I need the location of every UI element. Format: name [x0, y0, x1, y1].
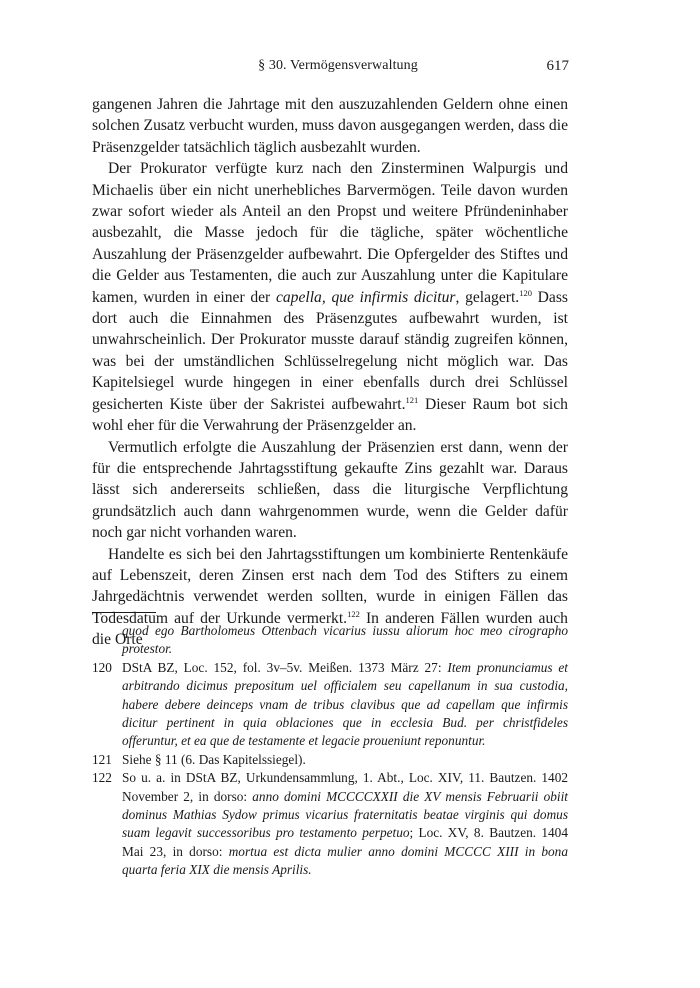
footnote-ref-121[interactable]: 121 [405, 394, 419, 405]
footnote-ref-122[interactable]: 122 [347, 608, 360, 619]
paragraph-4-text-a: Handelte es sich bei den Jahrtagsstiftungen um kombinierte Rentenkäufe auf Lebenszeit, deren Zinsen erst nach dem Tod des Stifters zu einem Jahrgedächtnis verwendet werden sollten, wurde in einigen Fällen das Todesdatum auf der Urkunde vermerkt. [92, 545, 568, 627]
footnote-text [122, 769, 568, 879]
footnote-122-quote-2: mortua est dicta mulier anno domini MCCCC XIII in bona quarta feria XIX die mensis Aprilis. [122, 843, 568, 878]
paragraph-3-text: Vermutlich erfolgte die Auszahlung der Präsenzien erst dann, wenn der für die entsprechende Jahrtagsstiftung gekaufte Zins gezahlt war. Daraus lässt sich andererseits schließen, dass die liturgische Verpflichtung grundsätzlich auch dann wahrgenommen wurde, wenn die Gelder dafür noch gar nicht vorhanden waren. [92, 438, 568, 542]
paragraph-1-text: gangenen Jahren die Jahrtage mit den auszuzahlenden Geldern ohne einen solchen Zusatz verbucht wurden, muss davon ausgegangen werden, dass die Präsenzgelder tatsächlich täglich ausbezahlt wurden. [92, 96, 568, 156]
page-number: 617 [546, 58, 569, 74]
footnote-122 [92, 769, 568, 879]
running-title: § 30. Vermögensverwaltung [258, 58, 418, 73]
paragraph-4-text-b: In anderen Fällen wurden auch die Orte [92, 609, 568, 649]
footnote-121-text: Siehe § 11 (6. Das Kapitelssiegel). [122, 751, 306, 767]
paragraph-2 [92, 158, 568, 436]
footnote-122-source: So u. a. in DStA BZ, Urkundensammlung, 1. Abt., Loc. XIV, 11. Bautzen. 1402 November 2, in dorso: [122, 770, 568, 804]
paragraph-2-text-c: Dass dort auch die Einnahmen des Präsenzgutes aufbewahrt wurden, ist unwahrscheinlich. Der Prokurator musste darauf ständig zugreifen können, was bei der umständlichen Schlüsselregelung nicht möglich war. Das Kapitelsiegel wurde hingegen in einer ebenfalls durch drei Schlüssel gesicherten Kiste über der Sakristei aufbewahrt. [92, 288, 568, 413]
paragraph-2-text-d: Dieser Raum bot sich wohl eher für die Verwahrung der Präsenzgelder an. [92, 395, 568, 435]
main-text [92, 94, 568, 651]
footnote-122-quote-1: anno domini MCCCCXXII die XV mensis Februarii obiit dominus Mathias Sydow primus vicarius fraternitatis beatae virginis qui domus suam legavit successoribus pro testamento perpetuo [122, 788, 568, 841]
footnote-121 [92, 751, 568, 769]
footnote-number: 122 [92, 770, 112, 786]
page-header [107, 58, 569, 82]
footnote-continuation [92, 622, 568, 659]
footnotes [92, 622, 568, 880]
footnote-text [122, 659, 568, 751]
footnote-continuation-text: quod ego Bartholomeus Ottenbach vicarius iussu aliorum hoc meo cirographo protestor. [122, 623, 568, 657]
footnote-separator [92, 612, 156, 613]
footnote-122-source-2: ; Loc. XV, 8. Bautzen. 1404 Mai 23, in dorso: [122, 825, 568, 859]
footnote-number: 120 [92, 659, 112, 675]
footnote-number: 121 [92, 751, 112, 767]
paragraph-3 [92, 437, 568, 544]
footnote-120-quote: Item pronunciamus et arbitrando dicimus prepositum uel officialem seu capellanum in sua custodia, habere debere deinceps vnam de tribus clavibus que ad capellam que infirmis dicitur pertinent in quia oblaciones que in ecclesia Bud. per christfideles offeruntur, et ea que de testamente et legacie proueniunt reponuntur. [122, 659, 568, 749]
latin-quote: capella, que infirmis dicitur [275, 288, 456, 306]
footnote-120-source: DStA BZ, Loc. 152, fol. 3v–5v. Meißen. 1373 März 27: [122, 659, 448, 675]
footnote-120 [92, 659, 568, 751]
paragraph-1 [92, 94, 568, 158]
paragraph-2-text-a: Der Prokurator verfügte kurz nach den Zinsterminen Walpurgis und Michaelis über ein nicht unerhebliches Barvermögen. Teile davon wurden zwar sofort wieder als Anteil an den Propst und weitere Pfründeninhaber ausbezahlt, die Masse jedoch für die tägliche, später wöchentliche Auszahlung der Präsenzgelder aufbewahrt. Die Opfergelder des Stiftes und die Gelder aus Testamenten, die auch zur Auszahlung unter die Kapitulare kamen, wurden in einer der [92, 160, 568, 306]
footnote-ref-120[interactable]: 120 [519, 287, 532, 298]
paragraph-2-text-b: , gelagert. [455, 288, 520, 306]
